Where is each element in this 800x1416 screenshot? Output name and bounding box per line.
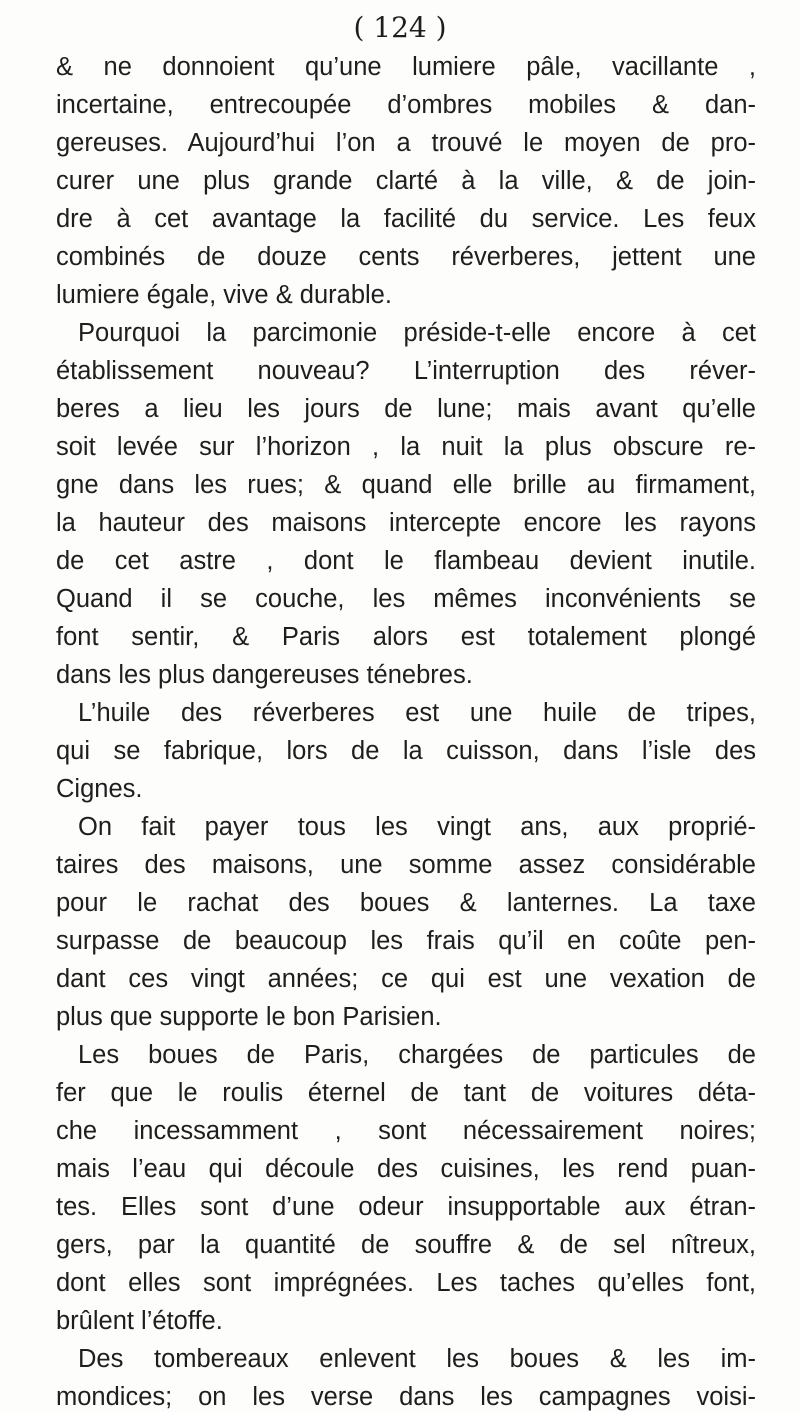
text-line: de cet astre , dont le flambeau devient inutile.: [56, 547, 756, 575]
text-line: gereuses. Aujourd’hui l’on a trouvé le moyen de pro-: [56, 129, 756, 157]
text-line: dant ces vingt années; ce qui est une vexation de: [56, 965, 756, 993]
text-line: Quand il se couche, les mêmes inconvénients se: [56, 585, 756, 613]
text-line: taires des maisons, une somme assez considérable: [56, 851, 756, 879]
text-line: Pourquoi la parcimonie préside-t-elle encore à cet: [78, 319, 756, 347]
text-line: L’huile des réverberes est une huile de tripes,: [78, 699, 756, 727]
text-line: curer une plus grande clarté à la ville, & de join-: [56, 167, 756, 195]
text-line: Les boues de Paris, chargées de particules de: [78, 1041, 756, 1069]
text-line: brûlent l’étoffe.: [56, 1307, 223, 1335]
text-line: gers, par la quantité de souffre & de sel nîtreux,: [56, 1231, 756, 1259]
text-line: lumiere égale, vive & durable.: [56, 281, 392, 309]
text-line: incertaine, entrecoupée d’ombres mobiles & dan-: [56, 91, 756, 119]
text-line: font sentir, & Paris alors est totalement plongé: [56, 623, 756, 651]
text-line: soit levée sur l’horizon , la nuit la plus obscure re-: [56, 433, 756, 461]
page-number: ( 124 ): [353, 11, 447, 44]
text-line: & ne donnoient qu’une lumiere pâle, vacillante ,: [56, 53, 756, 81]
text-line: Cignes.: [56, 775, 143, 803]
text-line: gne dans les rues; & quand elle brille au firmament,: [56, 471, 756, 499]
text-line: combinés de douze cents réverberes, jettent une: [56, 243, 756, 271]
text-line: mais l’eau qui découle des cuisines, les rend puan-: [56, 1155, 756, 1183]
body-text: [56, 48, 756, 1416]
text-line: mondices; on les verse dans les campagnes voisi-: [56, 1383, 756, 1411]
text-line: beres a lieu les jours de lune; mais avant qu’elle: [56, 395, 756, 423]
text-line: che incessamment , sont nécessairement noires;: [56, 1117, 756, 1145]
text-line: dont elles sont imprégnées. Les taches qu’elles font,: [56, 1269, 756, 1297]
text-line: Des tombereaux enlevent les boues & les im-: [78, 1345, 756, 1373]
text-line: établissement nouveau? L’interruption des réver-: [56, 357, 756, 385]
text-line: fer que le roulis éternel de tant de voitures déta-: [56, 1079, 756, 1107]
text-line: surpasse de beaucoup les frais qu’il en coûte pen-: [56, 927, 756, 955]
text-line: plus que supporte le bon Parisien.: [56, 1003, 442, 1031]
text-line: On fait payer tous les vingt ans, aux proprié-: [78, 813, 756, 841]
text-line: la hauteur des maisons intercepte encore les rayons: [56, 509, 756, 537]
text-line: pour le rachat des boues & lanternes. La taxe: [56, 889, 756, 917]
text-line: dre à cet avantage la facilité du service. Les feux: [56, 205, 756, 233]
text-line: qui se fabrique, lors de la cuisson, dans l’isle des: [56, 737, 756, 765]
text-line: dans les plus dangereuses ténebres.: [56, 661, 473, 689]
text-line: tes. Elles sont d’une odeur insupportable aux étran-: [56, 1193, 756, 1221]
